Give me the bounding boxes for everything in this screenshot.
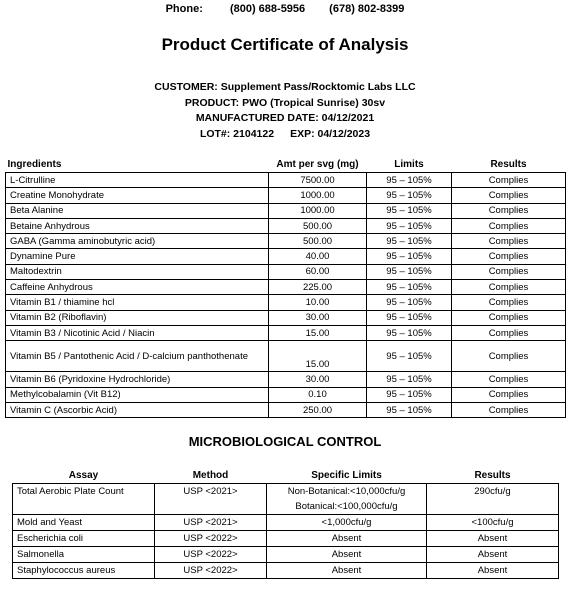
ingredient-name: GABA (Gamma aminobutyric acid): [6, 234, 269, 249]
ingredient-amount: 500.00: [269, 234, 367, 249]
ingredient-result: Complies: [452, 310, 566, 325]
table-row: [13, 484, 559, 515]
ingredient-amount: 1000.00: [269, 203, 367, 218]
ingredient-name: Betaine Anhydrous: [6, 218, 269, 233]
lot-exp-line: [0, 127, 570, 143]
ingredient-name: Creatine Monohydrate: [6, 188, 269, 203]
ingredient-limits: 95 – 105%: [367, 234, 452, 249]
assay-limit-line: Non-Botanical:<10,000cfu/g: [287, 486, 406, 497]
assay-method: USP <2021>: [155, 515, 267, 531]
manufactured-date-line: MANUFACTURED DATE: 04/12/2021: [195, 112, 375, 124]
ingredient-limits: 95 – 105%: [367, 295, 452, 310]
assay-name: Mold and Yeast: [13, 515, 155, 531]
assay-result: <100cfu/g: [427, 515, 559, 531]
assay-method: USP <2022>: [155, 547, 267, 563]
ingredient-amount: 10.00: [269, 295, 367, 310]
table-row: [6, 218, 566, 233]
assay-limit: Absent: [267, 531, 427, 547]
ingredient-result: Complies: [452, 173, 566, 188]
ingredient-result: Complies: [452, 249, 566, 264]
assay-method: USP <2022>: [155, 563, 267, 579]
table-row: [6, 372, 566, 387]
lot-number: LOT#: 2104122: [199, 127, 275, 140]
ingredient-amount: 7500.00: [269, 173, 367, 188]
table-row: [6, 387, 566, 402]
ingredient-limits: 95 – 105%: [367, 341, 452, 372]
table-row: [13, 563, 559, 579]
table-row: [6, 295, 566, 310]
ingredient-limits: 95 – 105%: [367, 173, 452, 188]
table-row: [6, 402, 566, 417]
ingredient-amount: 40.00: [269, 249, 367, 264]
ingredient-result: Complies: [452, 341, 566, 372]
ingredient-name: Vitamin B3 / Nicotinic Acid / Niacin: [6, 325, 269, 340]
assay-result: Absent: [427, 563, 559, 579]
assay-result: Absent: [427, 547, 559, 563]
ingredient-result: Complies: [452, 295, 566, 310]
assay-name: Total Aerobic Plate Count: [13, 484, 155, 515]
ingredient-amount: 60.00: [269, 264, 367, 279]
assay-method: USP <2022>: [155, 531, 267, 547]
product-line: PRODUCT: PWO (Tropical Sunrise) 30sv: [184, 96, 386, 109]
micro-section-title: MICROBIOLOGICAL CONTROL: [188, 434, 382, 449]
ingredient-name: Beta Alanine: [6, 203, 269, 218]
ingredient-name: Vitamin B6 (Pyridoxine Hydrochloride): [6, 372, 269, 387]
ingredient-amount: 0.10: [269, 387, 367, 402]
assay-limit: Absent: [267, 563, 427, 579]
col-header-amount: Amt per svg (mg): [276, 159, 359, 170]
ingredient-name: Maltodextrin: [6, 264, 269, 279]
ingredient-limits: 95 – 105%: [367, 264, 452, 279]
phone-primary: Phone: (800) 688-5956: [165, 3, 306, 15]
ingredient-amount: 15.00: [269, 325, 367, 340]
col-header-specific-limits: Specific Limits: [311, 470, 382, 481]
ingredient-limits: 95 – 105%: [367, 203, 452, 218]
assay-limit-line: Botanical:<100,000cfu/g: [295, 501, 398, 512]
ingredient-limits: 95 – 105%: [367, 325, 452, 340]
ingredient-amount: 30.00: [269, 310, 367, 325]
table-row: [6, 280, 566, 295]
phone-line: [0, 3, 570, 15]
table-row: [6, 234, 566, 249]
ingredient-name: Vitamin B2 (Riboflavin): [6, 310, 269, 325]
ingredient-limits: 95 – 105%: [367, 280, 452, 295]
ingredient-limits: 95 – 105%: [367, 310, 452, 325]
assay-result: Absent: [427, 531, 559, 547]
ingredient-limits: 95 – 105%: [367, 249, 452, 264]
assay-limit: Absent: [267, 547, 427, 563]
ingredient-name: Vitamin B5 / Pantothenic Acid / D-calcium panthothenate: [6, 341, 269, 372]
table-row: [6, 341, 566, 372]
col-header-results: Results: [490, 159, 527, 170]
ingredient-limits: 95 – 105%: [367, 188, 452, 203]
assay-method: USP <2021>: [155, 484, 267, 515]
ingredient-name: Methylcobalamin (Vit B12): [6, 387, 269, 402]
table-row: [6, 173, 566, 188]
assay-name: Escherichia coli: [13, 531, 155, 547]
ingredient-result: Complies: [452, 280, 566, 295]
micro-header-row: [13, 468, 559, 484]
col-header-assay: Assay: [68, 470, 99, 481]
ingredient-limits: 95 – 105%: [367, 218, 452, 233]
ingredient-name: Vitamin B1 / thiamine hcl: [6, 295, 269, 310]
table-row: [13, 531, 559, 547]
table-row: [13, 547, 559, 563]
assay-limit: [267, 484, 427, 515]
assay-name: Salmonella: [13, 547, 155, 563]
customer-line: CUSTOMER: Supplement Pass/Rocktomic Labs LLC: [154, 81, 416, 93]
ingredient-amount: 1000.00: [269, 188, 367, 203]
ingredient-limits: 95 – 105%: [367, 372, 452, 387]
ingredients-table: [5, 157, 566, 418]
ingredient-result: Complies: [452, 234, 566, 249]
ingredients-header-row: [6, 157, 566, 173]
ingredient-amount: 15.00: [269, 341, 367, 372]
ingredient-limits: 95 – 105%: [367, 387, 452, 402]
ingredient-result: Complies: [452, 203, 566, 218]
col-header-ingredients: Ingredients: [7, 159, 62, 170]
ingredient-result: Complies: [452, 325, 566, 340]
ingredient-name: Vitamin C (Ascorbic Acid): [6, 402, 269, 417]
page-title: Product Certificate of Analysis: [161, 35, 409, 54]
phone-secondary: (678) 802-8399: [329, 3, 405, 15]
table-row: [6, 203, 566, 218]
ingredient-amount: 500.00: [269, 218, 367, 233]
col-header-method: Method: [192, 470, 229, 481]
assay-name: Staphylococcus aureus: [13, 563, 155, 579]
ingredient-result: Complies: [452, 402, 566, 417]
certificate-meta: [0, 80, 570, 142]
table-row: [6, 249, 566, 264]
ingredient-name: L-Citrulline: [6, 173, 269, 188]
assay-limit: <1,000cfu/g: [267, 515, 427, 531]
ingredient-result: Complies: [452, 188, 566, 203]
ingredient-name: Caffeine Anhydrous: [6, 280, 269, 295]
table-row: [6, 188, 566, 203]
ingredient-amount: 250.00: [269, 402, 367, 417]
ingredient-result: Complies: [452, 218, 566, 233]
ingredient-result: Complies: [452, 264, 566, 279]
microbiological-table: [12, 468, 559, 579]
expiry-date: EXP: 04/12/2023: [290, 127, 371, 140]
ingredient-result: Complies: [452, 372, 566, 387]
table-row: [6, 264, 566, 279]
table-row: [6, 325, 566, 340]
col-header-micro-results: Results: [474, 470, 511, 481]
ingredient-result: Complies: [452, 387, 566, 402]
ingredient-limits: 95 – 105%: [367, 402, 452, 417]
table-row: [6, 310, 566, 325]
ingredient-amount: 225.00: [269, 280, 367, 295]
ingredient-amount: 30.00: [269, 372, 367, 387]
ingredient-name: Dynamine Pure: [6, 249, 269, 264]
col-header-limits: Limits: [394, 159, 424, 170]
table-row: [13, 515, 559, 531]
assay-result: 290cfu/g: [427, 484, 559, 515]
